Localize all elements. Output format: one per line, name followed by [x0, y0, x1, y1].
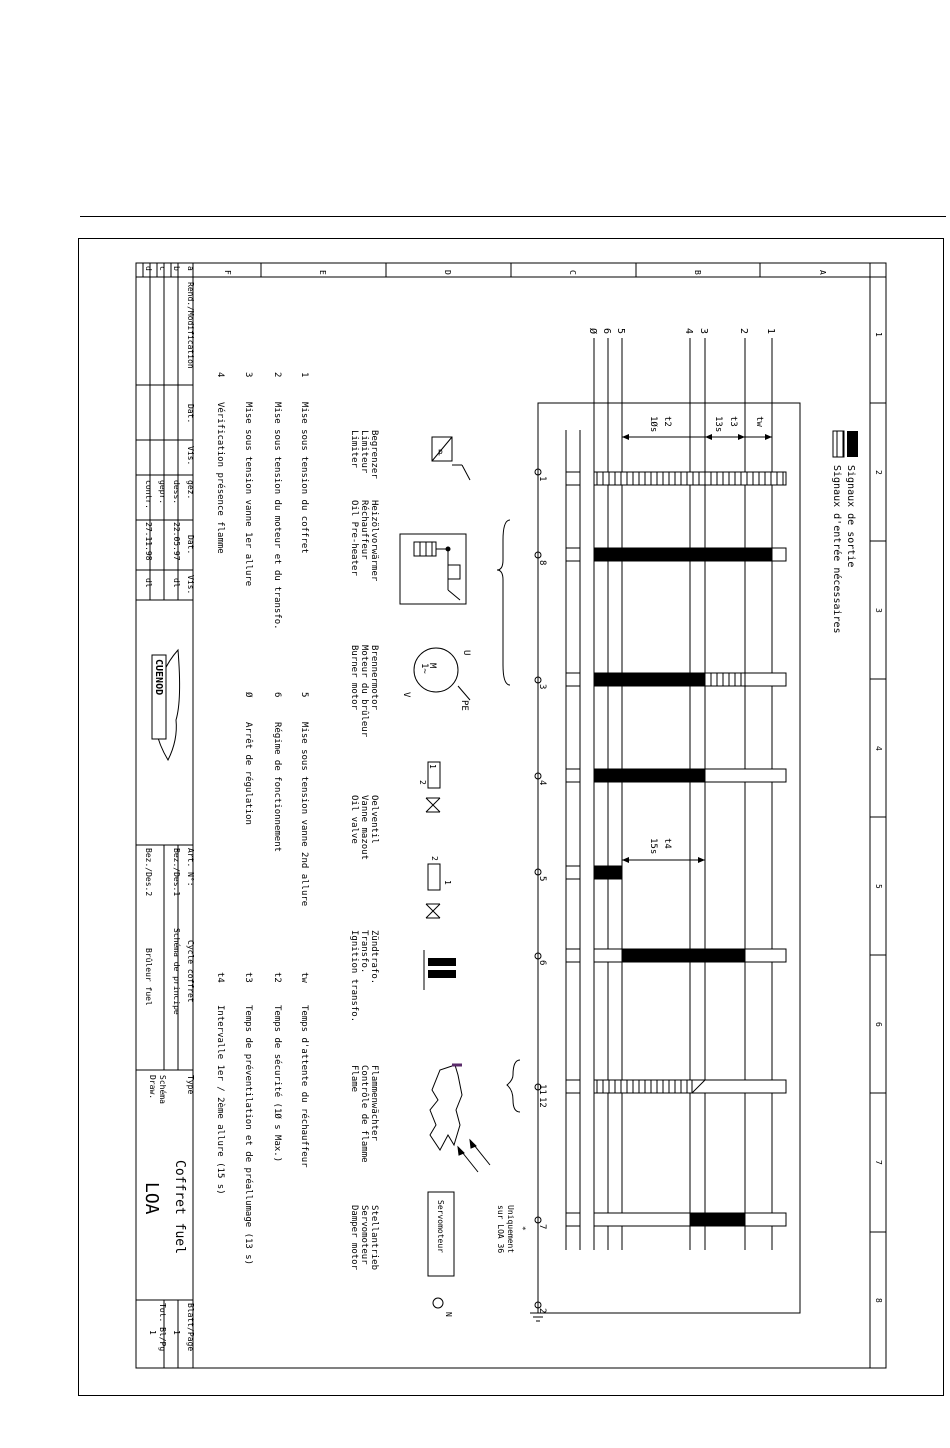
limiter-symbol: [432, 437, 470, 480]
schema-draw-1: Schéma: [158, 1075, 167, 1104]
schema-draw-2: Draw.: [148, 1075, 157, 1100]
step-0-n: Ø: [243, 692, 253, 698]
servo-note-star: *: [518, 1226, 527, 1231]
bar-terminal-6: [622, 949, 745, 962]
time-t2-t: Temps de sécurité (1Ø s Max.): [272, 1005, 282, 1163]
device-flame-fr: Contrôle de flamme: [359, 1065, 369, 1163]
bar-terminal-8-tail: [566, 548, 580, 561]
bar-terminal-3: [594, 673, 705, 686]
signal-bars: [566, 472, 786, 1226]
rend-modification: Rend./Modification: [186, 282, 195, 369]
bar-terminal-4: [594, 769, 705, 782]
t4-value: 15s: [648, 838, 658, 855]
dat-header: Dat.: [186, 404, 195, 424]
svg-text:CUENOD: CUENOD: [153, 659, 164, 696]
grid-label-1: 1: [874, 332, 883, 337]
terminal-5: 5: [537, 876, 547, 882]
valve1-pin2: 2: [418, 780, 427, 785]
terminal-12: 12: [537, 1097, 547, 1108]
model-name: LOA: [141, 1182, 162, 1215]
motor-m: M: [427, 663, 437, 669]
device-oilvalve-en: Oil valve: [349, 795, 359, 844]
device-ignition-fr: Transfo.: [359, 930, 369, 974]
grid-label-5: 5: [874, 884, 883, 889]
step-number-2: 2: [738, 328, 749, 335]
timing-arrows: [622, 437, 772, 860]
rev-c: c: [158, 266, 167, 271]
bar-terminal-11: [594, 1080, 692, 1093]
step-3-n: 3: [243, 372, 253, 378]
device-motor-fr: Moteur du brûleur: [359, 645, 369, 738]
step-2-n: 2: [272, 372, 282, 378]
device-ignition-en: Ignition transfo.: [349, 930, 359, 1023]
arrow-heads: [622, 434, 772, 863]
step-4-n: 4: [215, 372, 225, 378]
date-drawn: 22.05.97: [172, 522, 181, 561]
bar-terminal-4-tail: [566, 769, 580, 782]
step-6-n: 6: [272, 692, 282, 698]
time-t2-n: t2: [272, 972, 282, 983]
step-number-3: 3: [698, 328, 709, 335]
rev-b: b: [172, 266, 181, 271]
bar-terminal-6-start: [594, 949, 622, 962]
bar-terminal-1: [594, 472, 786, 485]
device-damper-en: Damper motor: [349, 1205, 359, 1271]
grid-label-3: 3: [874, 608, 883, 613]
time-t3-t: Temps de préventilation et de préallumage (13 s): [243, 1005, 253, 1266]
device-limiter-de: Begrenzer: [369, 430, 379, 479]
device-damper-de: Stellantrieb: [369, 1205, 379, 1271]
svg-text:p: p: [438, 447, 443, 456]
grid-label-4: 4: [874, 746, 883, 751]
bracket-left: [497, 520, 510, 685]
step-number-1: 1: [765, 328, 776, 335]
device-motor-en: Burner motor: [349, 645, 359, 711]
terminal-11: 11: [537, 1084, 547, 1095]
grid-label-F: F: [223, 270, 232, 275]
valve2-pin2: 2: [430, 856, 439, 861]
bar-terminal-5: [594, 866, 622, 879]
ignition-transformer-symbol: [424, 950, 456, 990]
cuenod-logo: [152, 650, 180, 760]
dess-label: dess.: [172, 480, 181, 505]
device-limiter-en: Limiter: [349, 430, 359, 468]
valve1-pin1: 1: [428, 764, 437, 769]
bar-terminal-3-tail: [566, 673, 580, 686]
bar-terminal-11-end: [692, 1080, 786, 1093]
servo-note-1: Uniquement: [506, 1205, 515, 1254]
step-number-4: 4: [683, 328, 694, 335]
bar-terminal-3-end: [745, 673, 786, 686]
t2-label: t2: [662, 416, 672, 427]
grid-label-8: 8: [874, 1298, 883, 1303]
gepr-label: gepr.: [158, 480, 167, 505]
ground-symbol: [530, 1313, 546, 1321]
legend-hatched-label: Signaux d'entrée nécessaires: [831, 465, 842, 634]
terminal-2: 2: [537, 1308, 547, 1314]
time-t4-n: t4: [215, 972, 225, 983]
step-4-t: Vérification présence flamme: [215, 402, 225, 554]
step-1-t: Mise sous tension du coffret: [299, 402, 309, 554]
time-tw-n: tw: [299, 972, 309, 983]
terminal-6: 6: [537, 960, 547, 966]
bar-terminal-4-end: [705, 769, 786, 782]
legend-hatched-swatch: [833, 431, 844, 457]
art-label: Art. N°:: [186, 848, 195, 887]
bar-terminal-1-tail: [566, 472, 580, 485]
dat-header-2: Dat.: [186, 535, 195, 555]
device-flame-en: Flame: [349, 1065, 359, 1093]
step-5-t: Mise sous tension vanne 2nd allure: [299, 722, 309, 907]
device-flame-de: Flammenwächter: [369, 1065, 379, 1141]
vis-drawn: dl: [172, 578, 181, 588]
cycle-coffret: Cycle coffret: [186, 940, 195, 1003]
row-grid-ticks: [261, 263, 760, 277]
bez1-label: Bez./Des.1: [172, 848, 181, 897]
step-number-5: 5: [615, 328, 626, 335]
bar-terminal-7-end: [745, 1213, 786, 1226]
bar-terminal-7-mid: [594, 1213, 690, 1226]
flame-sensor-symbol: [430, 1065, 490, 1172]
step-6-t: Régime de fonctionnement: [272, 722, 282, 853]
device-preheater-de: Heizölvorwärmer: [369, 500, 379, 582]
time-tw-t: Temps d'attente du réchauffeur: [299, 1005, 309, 1168]
t4-label: t4: [662, 838, 672, 849]
bracket-flame: [507, 1060, 520, 1112]
terminal-3: 3: [537, 684, 547, 690]
preheater-symbol: [400, 534, 466, 604]
motor-u: U: [461, 650, 471, 656]
motor-phase: 1~: [419, 663, 429, 674]
oil-valve-1-symbol: [426, 762, 440, 812]
grid-label-6: 6: [874, 1022, 883, 1027]
motor-v: V: [401, 692, 411, 698]
motor-pe: PE: [459, 700, 469, 711]
bar-terminal-7: [690, 1213, 745, 1226]
device-preheater-fr: Réchauffeur: [359, 500, 369, 560]
bar-terminal-8: [594, 548, 772, 561]
step-3-t: Mise sous tension vanne 1er allure: [243, 402, 253, 587]
step-0-t: Arrêt de régulation: [243, 722, 253, 825]
device-oilvalve-fr: Vanne mazout: [359, 795, 369, 861]
grid-label-B: B: [693, 270, 702, 275]
tot-label: Tot. Bl/Pg: [158, 1303, 167, 1352]
t3-value: 13s: [713, 416, 723, 433]
bar-terminal-6-end: [745, 949, 786, 962]
device-ignition-de: Zündtrafo.: [369, 930, 379, 985]
bez2-label: Bez./Des.2: [144, 848, 153, 897]
t3-label: t3: [728, 416, 738, 427]
schema-principe: Schéma de principe: [172, 928, 181, 1015]
blatt-label: Blatt/Page: [186, 1303, 195, 1352]
step-2-t: Mise sous tension du moteur et du transfo.: [272, 402, 282, 630]
tw-label: tw: [754, 416, 764, 427]
step-5-n: 5: [299, 692, 309, 698]
bar-terminal-3-hatch: [705, 673, 745, 686]
terminal-1: 1: [537, 476, 547, 482]
col-grid-ticks: [870, 403, 886, 1232]
grid-label-E: E: [318, 270, 327, 275]
terminal-4: 4: [537, 780, 547, 786]
terminal-8: 8: [537, 560, 547, 566]
bar-terminal-7-tail: [566, 1213, 580, 1226]
step-number-6: 6: [601, 328, 612, 335]
vis-checked: dl: [144, 578, 153, 588]
grid-label-A: A: [818, 270, 827, 275]
motor-symbol: [414, 648, 470, 700]
bar-terminal-11-tail: [566, 1080, 580, 1093]
oil-valve-2-symbol: [426, 864, 440, 918]
step-number-0: Ø: [587, 328, 598, 335]
bar-terminal-5-tail: [566, 866, 580, 879]
type-label: Type: [186, 1075, 195, 1095]
servo-label: Servomoteur: [436, 1200, 445, 1253]
legend-filled-label: Signaux de sortie: [845, 465, 856, 568]
tot-value: 1: [148, 1330, 157, 1335]
device-preheater-en: Oil Pre-heater: [349, 500, 359, 576]
type-value: Coffret fuel: [172, 1160, 187, 1254]
date-checked: 27.11.98: [144, 522, 153, 561]
step-1-n: 1: [299, 372, 309, 378]
grid-label-2: 2: [874, 470, 883, 475]
device-oilvalve-de: Oelventil: [369, 795, 379, 844]
cycle-frame: [538, 403, 800, 1313]
contr-label: contr.: [144, 480, 153, 509]
device-limiter-fr: Limiteur: [359, 430, 369, 474]
valve2-pin1: 1: [443, 880, 452, 885]
page-number: 1: [172, 1330, 181, 1335]
servo-n: N: [444, 1312, 453, 1317]
vis-header: Vis.: [186, 446, 195, 466]
vis-header-2: Vis.: [186, 575, 195, 595]
bar-terminal-8-end: [772, 548, 786, 561]
time-t3-n: t3: [243, 972, 253, 983]
terminal-7: 7: [537, 1224, 547, 1230]
device-damper-fr: Servomoteur: [359, 1205, 369, 1265]
device-motor-de: Brennermotor: [369, 645, 379, 711]
rev-a: a: [186, 266, 195, 271]
bar-terminal-6-tail: [566, 949, 580, 962]
bruleur-fuel: Brûleur fuel: [144, 948, 153, 1006]
time-t4-t: Intervalle 1er / 2ème allure (15 s): [215, 1005, 225, 1195]
gez-label: gez.: [186, 480, 195, 500]
grid-label-7: 7: [874, 1160, 883, 1165]
grid-label-D: D: [443, 270, 452, 275]
t2-value: 1Øs: [648, 416, 658, 433]
servo-note-2: sur LOA 36: [496, 1205, 505, 1254]
legend-filled-swatch: [847, 431, 858, 457]
grid-label-C: C: [568, 270, 577, 275]
rev-d: d: [144, 266, 153, 271]
